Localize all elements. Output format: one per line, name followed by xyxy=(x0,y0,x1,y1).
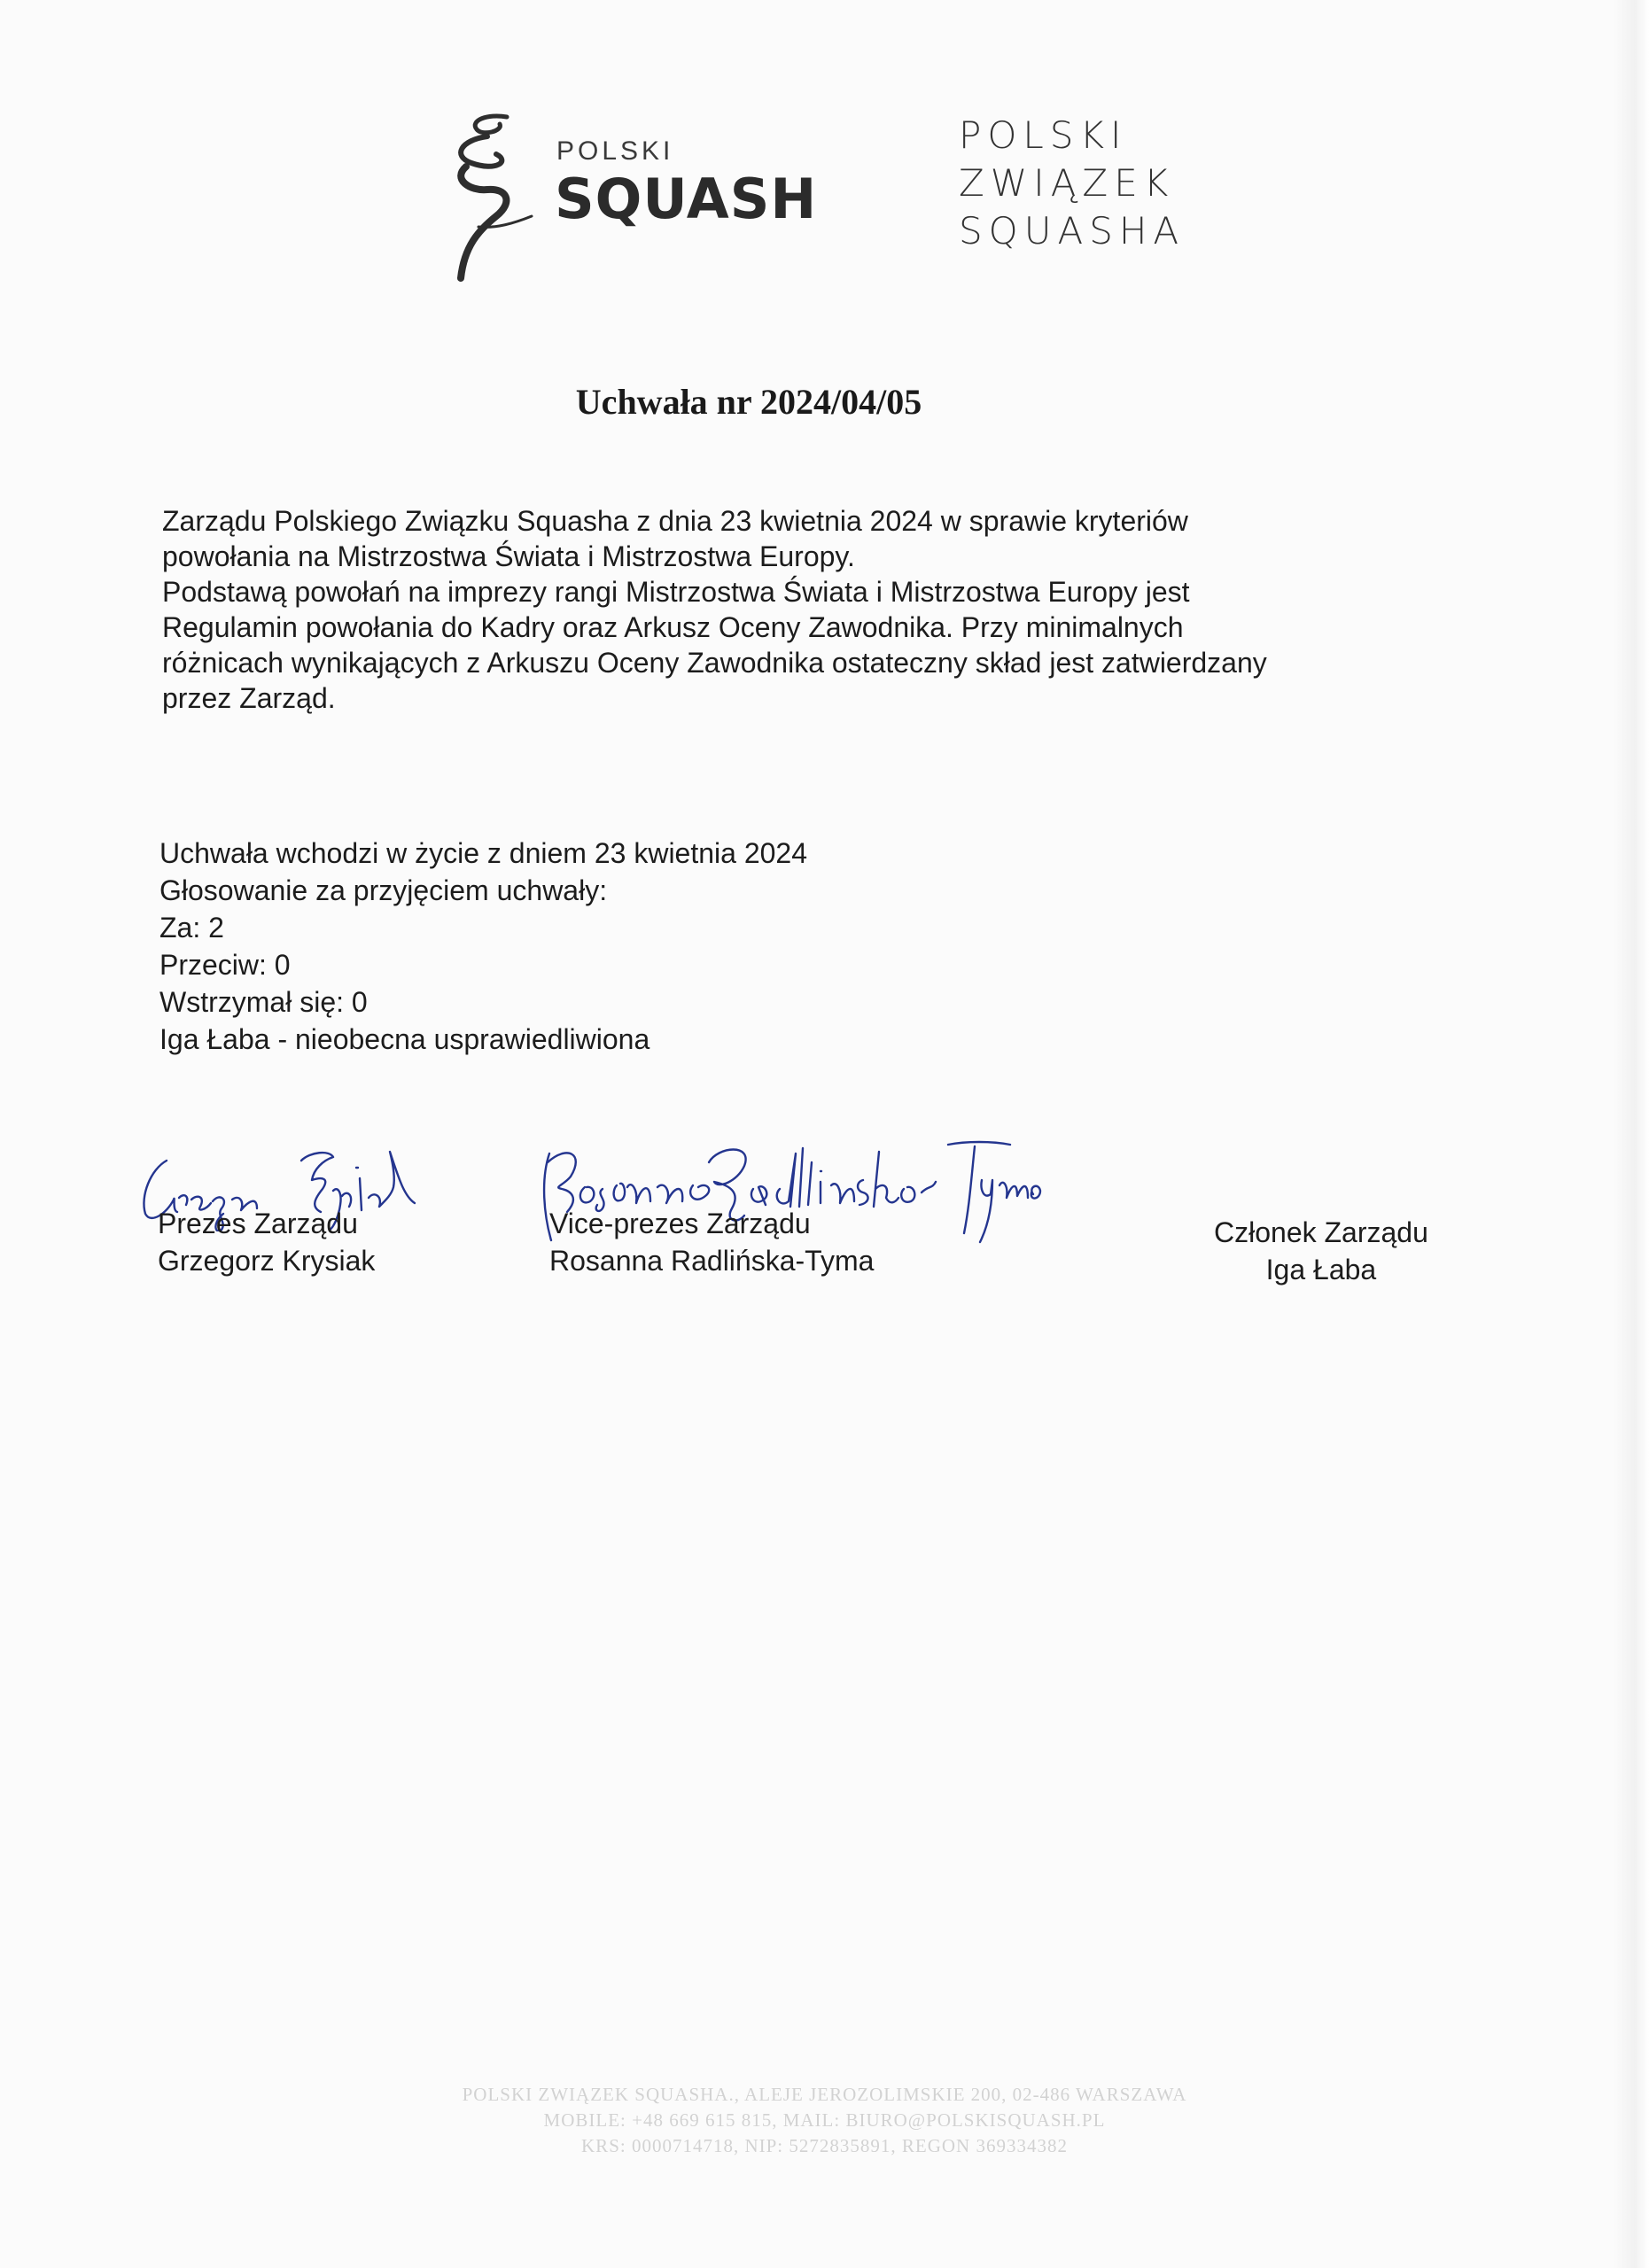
resolution-body xyxy=(162,503,1465,716)
org-name-line: POLSKI xyxy=(959,113,1128,157)
letterhead-footer xyxy=(0,2082,1649,2159)
footer-line: KRS: 0000714718, NIP: 5272835891, REGON 369334382 xyxy=(581,2135,1068,2156)
body-line: Podstawą powołań na imprezy rangi Mistrzostwa Świata i Mistrzostwa Europy jest xyxy=(162,576,1190,608)
signature-role: Vice-prezes Zarządu xyxy=(549,1208,811,1239)
organization-name xyxy=(959,112,1185,255)
footer-line: MOBILE: +48 669 615 815, MAIL: BIURO@POLSKISQUASH.PL xyxy=(543,2109,1106,2131)
signature-name: Iga Łaba xyxy=(1265,1254,1377,1285)
squash-swirl-icon xyxy=(425,105,558,291)
polski-squash-logo xyxy=(425,105,818,291)
org-name-line: ZWIĄZEK xyxy=(959,161,1175,205)
body-line: powołania na Mistrzostwa Świata i Mistrzostwa Europy. xyxy=(162,540,855,572)
signature-role: Prezes Zarządu xyxy=(158,1208,358,1239)
scan-edge xyxy=(1614,0,1649,2268)
votes-abstained: Wstrzymał się: 0 xyxy=(159,986,368,1018)
body-line: przez Zarząd. xyxy=(162,682,336,714)
footer-line: POLSKI ZWIĄZEK SQUASHA., ALEJE JEROZOLIMSKIE 200, 02-486 WARSZAWA xyxy=(462,2084,1187,2105)
absent-member: Iga Łaba - nieobecna usprawiedliwiona xyxy=(159,1023,650,1055)
votes-for: Za: 2 xyxy=(159,912,224,944)
signature-block-president xyxy=(158,1205,375,1279)
body-line: Zarządu Polskiego Związku Squasha z dnia 23 kwietnia 2024 w sprawie kryteriów xyxy=(162,505,1188,537)
org-name-line: SQUASHA xyxy=(959,209,1186,252)
logo-text-squash: SQUASH xyxy=(555,167,818,231)
resolution-title: Uchwała nr 2024/04/05 xyxy=(575,382,922,422)
signature-block-board-member xyxy=(1214,1214,1428,1288)
logo-text-polski: POLSKI xyxy=(556,136,674,166)
signature-name: Grzegorz Krysiak xyxy=(158,1245,376,1277)
effective-date: Uchwała wchodzi w życie z dniem 23 kwietnia 2024 xyxy=(159,837,808,869)
signature-name: Rosanna Radlińska-Tyma xyxy=(549,1245,875,1277)
body-line: różnicach wynikających z Arkuszu Oceny Zawodnika ostateczny skład jest zatwierdzany xyxy=(162,647,1267,679)
voting-section xyxy=(159,835,807,1058)
voting-header: Głosowanie za przyjęciem uchwały: xyxy=(159,874,608,906)
signature-block-vice-president xyxy=(549,1205,874,1279)
votes-against: Przeciw: 0 xyxy=(159,949,291,981)
body-line: Regulamin powołania do Kadry oraz Arkusz Oceny Zawodnika. Przy minimalnych xyxy=(162,611,1184,643)
signature-role: Członek Zarządu xyxy=(1214,1216,1428,1248)
